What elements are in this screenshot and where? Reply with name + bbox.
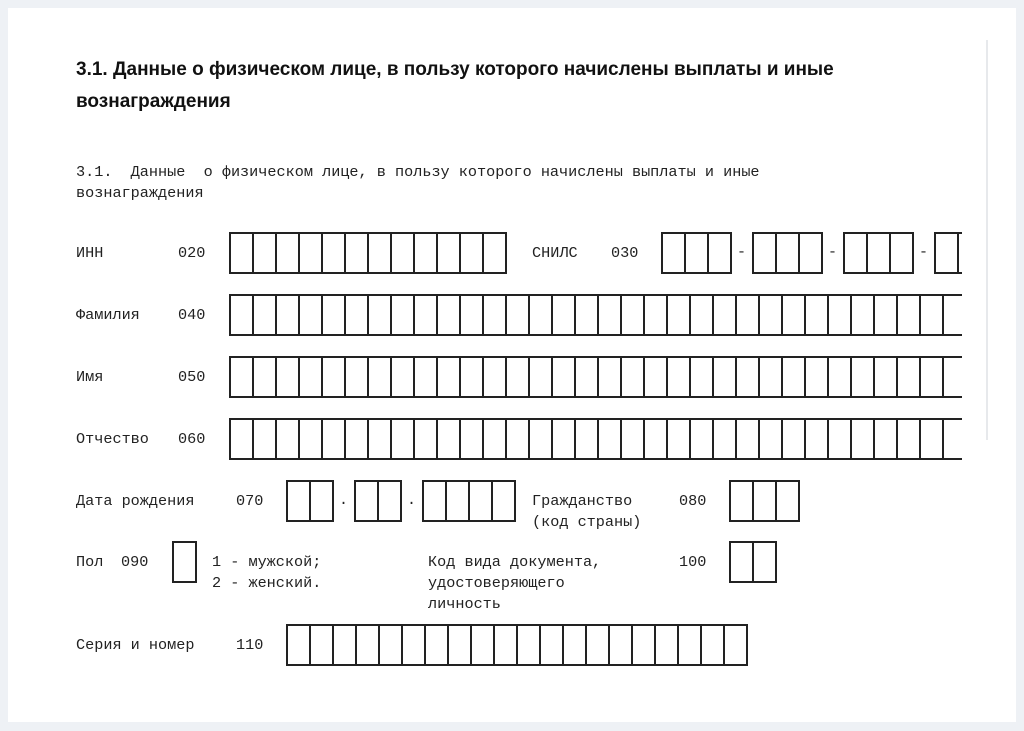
char-cell[interactable]	[944, 356, 962, 398]
char-cell[interactable]	[898, 294, 921, 336]
char-cell[interactable]	[415, 356, 438, 398]
char-cell[interactable]	[449, 624, 472, 666]
char-cell[interactable]	[346, 232, 369, 274]
char-cell[interactable]	[323, 418, 346, 460]
char-cell[interactable]	[737, 418, 760, 460]
char-cell[interactable]	[944, 418, 962, 460]
char-cell[interactable]	[415, 232, 438, 274]
doc-kind-code: 100	[679, 553, 707, 571]
char-cell[interactable]	[438, 418, 461, 460]
char-cell[interactable]	[277, 356, 300, 398]
char-cell[interactable]	[852, 418, 875, 460]
char-cell[interactable]	[622, 294, 645, 336]
char-cell[interactable]	[484, 356, 507, 398]
char-cell[interactable]	[311, 624, 334, 666]
char-cell[interactable]	[438, 356, 461, 398]
inn-input[interactable]	[229, 232, 507, 274]
patronymic-label: Отчество	[76, 430, 149, 448]
char-cell[interactable]	[356, 480, 379, 522]
char-cell[interactable]	[783, 418, 806, 460]
page-edge	[986, 40, 988, 440]
char-cell[interactable]	[852, 356, 875, 398]
char-cell[interactable]	[679, 624, 702, 666]
snils-separator: -	[919, 244, 929, 261]
char-cell[interactable]	[760, 418, 783, 460]
char-cell[interactable]	[530, 418, 553, 460]
char-cell[interactable]	[415, 418, 438, 460]
char-cell[interactable]	[392, 356, 415, 398]
patronymic-input[interactable]	[229, 418, 962, 460]
char-cell[interactable]	[714, 418, 737, 460]
char-cell[interactable]	[254, 356, 277, 398]
char-cell[interactable]	[403, 624, 426, 666]
char-cell[interactable]	[921, 356, 944, 398]
char-cell[interactable]	[868, 232, 891, 274]
surname-label: Фамилия	[76, 306, 140, 324]
series-number-label: Серия и номер	[76, 636, 195, 654]
birthdate-day-input[interactable]	[286, 480, 334, 522]
citizenship-sublabel: (код страны)	[532, 513, 642, 531]
char-cell[interactable]	[323, 232, 346, 274]
char-cell[interactable]	[599, 418, 622, 460]
char-cell[interactable]	[921, 294, 944, 336]
char-cell[interactable]	[472, 624, 495, 666]
char-cell[interactable]	[530, 356, 553, 398]
inn-label: ИНН	[76, 244, 104, 262]
char-cell[interactable]	[369, 418, 392, 460]
inn-code: 020	[178, 244, 206, 262]
char-cell[interactable]	[553, 356, 576, 398]
patronymic-code: 060	[178, 430, 206, 448]
char-cell[interactable]	[760, 294, 783, 336]
char-cell[interactable]	[691, 418, 714, 460]
char-cell[interactable]	[760, 356, 783, 398]
char-cell[interactable]	[806, 294, 829, 336]
char-cell[interactable]	[737, 294, 760, 336]
citizenship-code: 080	[679, 492, 707, 510]
char-cell[interactable]	[875, 294, 898, 336]
char-cell[interactable]	[277, 418, 300, 460]
surname-input[interactable]	[229, 294, 962, 336]
char-cell[interactable]	[622, 356, 645, 398]
char-cell[interactable]	[845, 232, 868, 274]
char-cell[interactable]	[484, 232, 507, 274]
char-cell[interactable]	[725, 624, 748, 666]
char-cell[interactable]	[300, 418, 323, 460]
char-cell[interactable]	[300, 356, 323, 398]
gender-label: Пол	[76, 553, 104, 571]
char-cell[interactable]	[392, 294, 415, 336]
char-cell[interactable]	[507, 294, 530, 336]
char-cell[interactable]	[898, 356, 921, 398]
char-cell[interactable]	[754, 541, 777, 583]
char-cell[interactable]	[323, 294, 346, 336]
char-cell[interactable]	[587, 624, 610, 666]
doc-kind-label-line2: удостоверяющего	[428, 574, 565, 592]
char-cell[interactable]	[346, 294, 369, 336]
snils-label: СНИЛС	[532, 244, 578, 262]
char-cell[interactable]	[426, 624, 449, 666]
char-cell[interactable]	[829, 356, 852, 398]
citizenship-label: Гражданство	[532, 492, 633, 510]
char-cell[interactable]	[288, 624, 311, 666]
doc-kind-label-line3: личность	[428, 595, 501, 613]
char-cell[interactable]	[921, 418, 944, 460]
char-cell[interactable]	[424, 480, 447, 522]
snils-separator: -	[737, 244, 747, 261]
char-cell[interactable]	[754, 480, 777, 522]
gender-option-male: 1 - мужской;	[212, 553, 322, 571]
char-cell[interactable]	[754, 232, 777, 274]
char-cell[interactable]	[777, 480, 800, 522]
char-cell[interactable]	[493, 480, 516, 522]
date-separator: .	[407, 492, 417, 509]
char-cell[interactable]	[334, 624, 357, 666]
char-cell[interactable]	[484, 294, 507, 336]
surname-code: 040	[178, 306, 206, 324]
char-cell[interactable]	[702, 624, 725, 666]
char-cell[interactable]	[379, 480, 402, 522]
char-cell[interactable]	[645, 356, 668, 398]
gender-option-female: 2 - женский.	[212, 574, 322, 592]
char-cell[interactable]	[369, 294, 392, 336]
char-cell[interactable]	[392, 232, 415, 274]
char-cell[interactable]	[438, 294, 461, 336]
char-cell[interactable]	[254, 418, 277, 460]
char-cell[interactable]	[277, 232, 300, 274]
section-subtitle-line1: 3.1. Данные о физическом лице, в пользу которого начислены выплаты и иные	[76, 163, 760, 181]
char-cell[interactable]	[470, 480, 493, 522]
char-cell[interactable]	[599, 356, 622, 398]
char-cell[interactable]	[645, 418, 668, 460]
char-cell[interactable]	[668, 356, 691, 398]
char-cell[interactable]	[300, 232, 323, 274]
char-cell[interactable]	[668, 418, 691, 460]
char-cell[interactable]	[783, 294, 806, 336]
section-heading: 3.1. Данные о физическом лице, в пользу которого начислены выплаты и иные вознаграждения	[76, 59, 834, 112]
char-cell[interactable]	[691, 294, 714, 336]
char-cell[interactable]	[300, 294, 323, 336]
gender-code: 090	[121, 553, 149, 571]
char-cell[interactable]	[783, 356, 806, 398]
char-cell[interactable]	[369, 232, 392, 274]
char-cell[interactable]	[691, 356, 714, 398]
char-cell[interactable]	[731, 541, 754, 583]
char-cell[interactable]	[461, 418, 484, 460]
char-cell[interactable]	[714, 294, 737, 336]
char-cell[interactable]	[231, 356, 254, 398]
gender-input[interactable]	[172, 541, 197, 583]
char-cell[interactable]	[277, 294, 300, 336]
char-cell[interactable]	[731, 480, 754, 522]
char-cell[interactable]	[323, 356, 346, 398]
char-cell[interactable]	[518, 624, 541, 666]
char-cell[interactable]	[944, 294, 962, 336]
char-cell[interactable]	[622, 418, 645, 460]
char-cell[interactable]	[461, 294, 484, 336]
char-cell[interactable]	[829, 294, 852, 336]
doc-kind-label: Код вида документа,	[428, 553, 602, 571]
char-cell[interactable]	[311, 480, 334, 522]
name-input[interactable]	[229, 356, 962, 398]
name-label: Имя	[76, 368, 104, 386]
snils-code: 030	[611, 244, 639, 262]
char-cell[interactable]	[737, 356, 760, 398]
char-cell[interactable]	[663, 232, 686, 274]
char-cell[interactable]	[380, 624, 403, 666]
char-cell[interactable]	[254, 294, 277, 336]
snils-input-part3[interactable]	[843, 232, 914, 274]
birthdate-label: Дата рождения	[76, 492, 195, 510]
char-cell[interactable]	[599, 294, 622, 336]
snils-input-part1[interactable]	[661, 232, 732, 274]
char-cell[interactable]	[610, 624, 633, 666]
snils-separator: -	[828, 244, 838, 261]
char-cell[interactable]	[438, 232, 461, 274]
char-cell[interactable]	[495, 624, 518, 666]
snils-input-part2[interactable]	[752, 232, 823, 274]
char-cell[interactable]	[709, 232, 732, 274]
char-cell[interactable]	[346, 356, 369, 398]
char-cell[interactable]	[461, 232, 484, 274]
char-cell[interactable]	[174, 541, 197, 583]
char-cell[interactable]	[530, 294, 553, 336]
char-cell[interactable]	[777, 232, 800, 274]
char-cell[interactable]	[714, 356, 737, 398]
char-cell[interactable]	[891, 232, 914, 274]
char-cell[interactable]	[633, 624, 656, 666]
char-cell[interactable]	[484, 418, 507, 460]
char-cell[interactable]	[369, 356, 392, 398]
char-cell[interactable]	[875, 418, 898, 460]
char-cell[interactable]	[231, 232, 254, 274]
char-cell[interactable]	[852, 294, 875, 336]
char-cell[interactable]	[507, 356, 530, 398]
birthdate-month-input[interactable]	[354, 480, 402, 522]
char-cell[interactable]	[415, 294, 438, 336]
birthdate-year-input[interactable]	[422, 480, 516, 522]
char-cell[interactable]	[806, 418, 829, 460]
char-cell[interactable]	[959, 232, 962, 274]
char-cell[interactable]	[254, 232, 277, 274]
citizenship-input[interactable]	[729, 480, 800, 522]
char-cell[interactable]	[645, 294, 668, 336]
series-number-code: 110	[236, 636, 264, 654]
section-subtitle-line2: вознаграждения	[76, 184, 204, 202]
char-cell[interactable]	[576, 418, 599, 460]
char-cell[interactable]	[576, 294, 599, 336]
char-cell[interactable]	[447, 480, 470, 522]
char-cell[interactable]	[507, 418, 530, 460]
char-cell[interactable]	[686, 232, 709, 274]
char-cell[interactable]	[553, 294, 576, 336]
char-cell[interactable]	[231, 418, 254, 460]
char-cell[interactable]	[936, 232, 959, 274]
char-cell[interactable]	[461, 356, 484, 398]
char-cell[interactable]	[829, 418, 852, 460]
name-code: 050	[178, 368, 206, 386]
char-cell[interactable]	[656, 624, 679, 666]
char-cell[interactable]	[806, 356, 829, 398]
snils-input-part4[interactable]	[934, 232, 962, 274]
char-cell[interactable]	[800, 232, 823, 274]
char-cell[interactable]	[668, 294, 691, 336]
char-cell[interactable]	[231, 294, 254, 336]
char-cell[interactable]	[346, 418, 369, 460]
char-cell[interactable]	[576, 356, 599, 398]
doc-kind-input[interactable]	[729, 541, 777, 583]
char-cell[interactable]	[357, 624, 380, 666]
date-separator: .	[339, 492, 349, 509]
char-cell[interactable]	[553, 418, 576, 460]
char-cell[interactable]	[898, 418, 921, 460]
birthdate-code: 070	[236, 492, 264, 510]
char-cell[interactable]	[288, 480, 311, 522]
char-cell[interactable]	[541, 624, 564, 666]
series-number-input[interactable]	[286, 624, 748, 666]
char-cell[interactable]	[392, 418, 415, 460]
char-cell[interactable]	[564, 624, 587, 666]
char-cell[interactable]	[875, 356, 898, 398]
